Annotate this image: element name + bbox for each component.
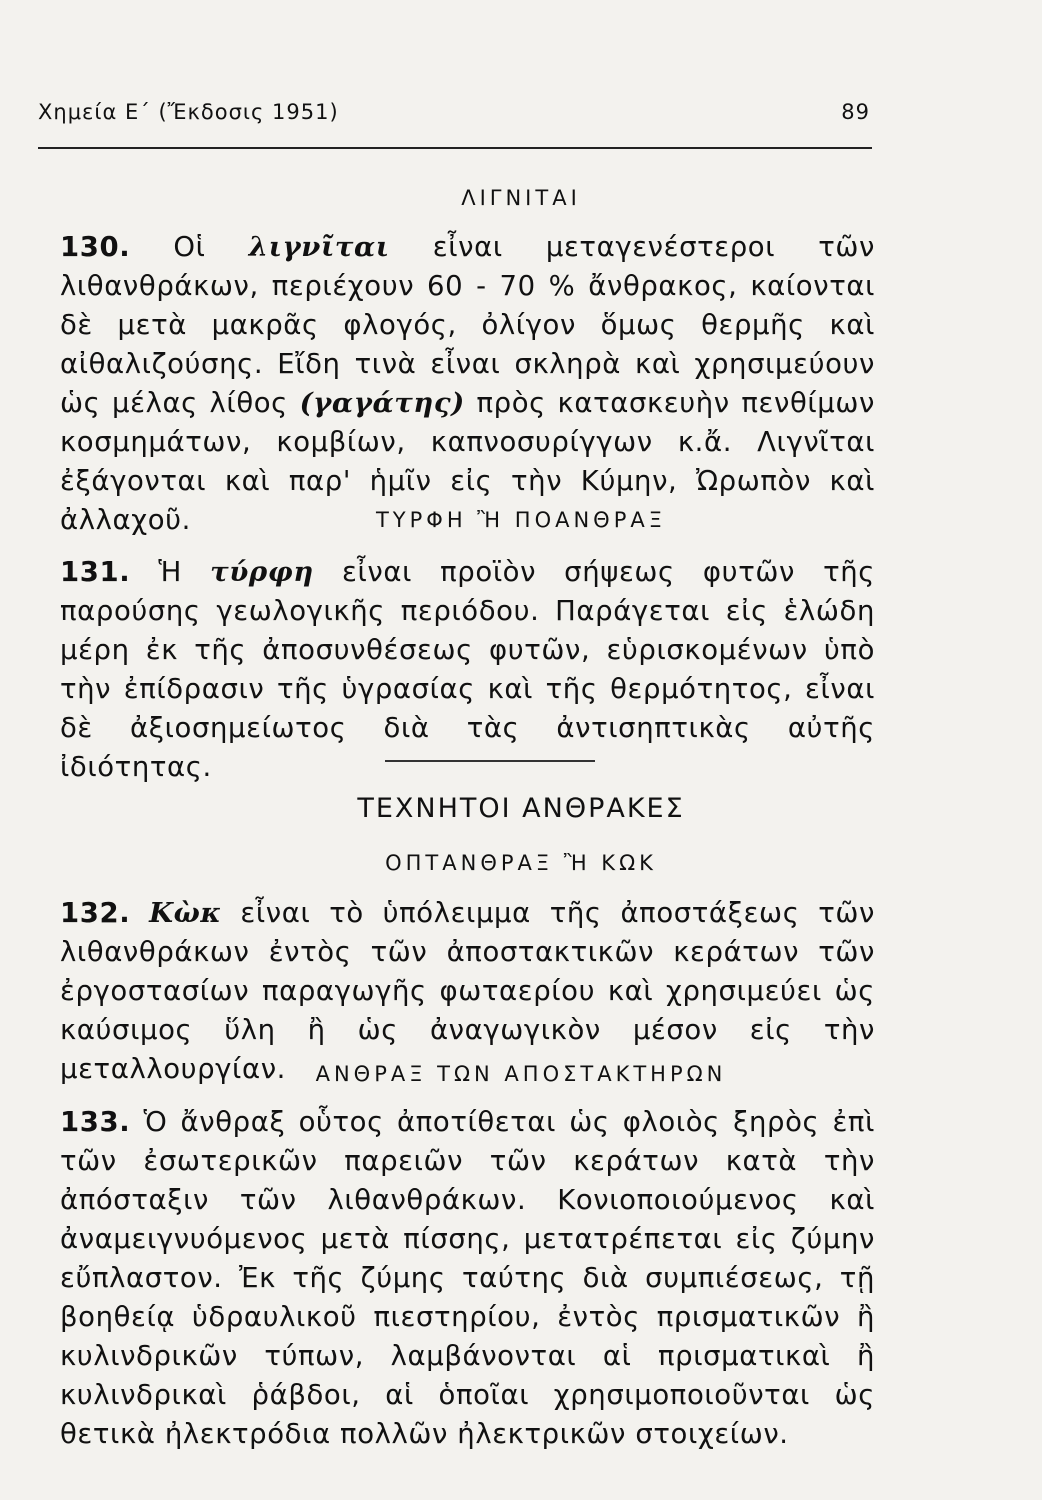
running-title: Χημεία Ε΄ (Ἔκδοσις 1951) bbox=[38, 100, 339, 124]
paragraph-number: 131. bbox=[60, 556, 131, 588]
paragraph-number: 132. bbox=[60, 897, 131, 929]
heading-lignites: ΛΙΓΝΙΤΑΙ bbox=[461, 186, 581, 210]
heading-artificial-carbons: ΤΕΧΝΗΤΟΙ ΑΝΘΡΑΚΕΣ bbox=[357, 793, 685, 824]
term-jet: (γαγάτης) bbox=[299, 387, 465, 419]
paragraph-133: 133. Ὁ ἄνθραξ οὗτος ἀποτίθεται ὡς φλοιὸς ξηρὸς ἐπὶ τῶν ἐσωτερικῶν παρειῶν τῶν κεράτων κατὰ τὴν ἀπόσταξιν τῶν λιθανθράκων. Κονιοποιούμενος καὶ ἀναμειγνυόμενος μετὰ πίσσης, μετατρέπεται εἰς ζύμην εὔπλαστον. Ἐκ τῆς ζύμης ταύτης διὰ συμπιέσεως, τῇ βοηθείᾳ ὑδραυλικοῦ πιεστηρίου, ἐντὸς πρισματικῶν ἢ κυλινδρικῶν τύπων, λαμβάνονται αἱ πρισματικαὶ ἢ κυλινδρικαὶ ῥάβδοι, αἱ ὁποῖαι χρησιμοποιοῦνται ὡς θετικὰ ἠλεκτρόδια πολλῶν ἠλεκτρικῶν στοιχείων. bbox=[60, 1106, 875, 1450]
paragraph-number: 130. bbox=[60, 231, 131, 263]
term-lignites: λιγνῖται bbox=[248, 231, 390, 263]
heading-peat: ΤΥΡΦΗ Ἢ ΠΟΑΝΘΡΑΞ bbox=[375, 508, 667, 532]
section-divider bbox=[385, 760, 595, 762]
paragraph-number: 133. bbox=[60, 1106, 131, 1138]
term-peat: τύρφη bbox=[210, 556, 314, 588]
heading-coke: ΟΠΤΑΝΘΡΑΞ Ἢ ΚΩΚ bbox=[385, 851, 657, 875]
header-rule bbox=[38, 147, 872, 149]
heading-retort-carbon: ΑΝΘΡΑΞ ΤΩΝ ΑΠΟΣΤΑΚΤΗΡΩΝ bbox=[315, 1062, 727, 1086]
paragraph-131: 131. Ἡ τύρφη εἶναι προϊὸν σήψεως φυτῶν τῆς παρούσης γεωλογικῆς περιόδου. Παράγεται εἰς ἑλώδη μέρη ἐκ τῆς ἀποσυνθέσεως φυτῶν, εὑρισκομένων ὑπὸ τὴν ἐπίδρασιν τῆς ὑγρασίας καὶ τῆς θερμότητος, εἶναι δὲ ἀξιοσημείωτος διὰ τὰς ἀντισηπτικὰς αὐτῆς ἰδιότητας. bbox=[60, 556, 875, 783]
term-coke: Κὼκ bbox=[149, 897, 222, 929]
running-header bbox=[38, 100, 874, 134]
paragraph-132: 132. Κὼκ εἶναι τὸ ὑπόλειμμα τῆς ἀποστάξεως τῶν λιθανθράκων ἐντὸς τῶν ἀποστακτικῶν κεράτων τῶν ἐργοστασίων παραγωγῆς φωταερίου καὶ χρησιμεύει ὡς καύσιμος ὕλη ἢ ὡς ἀναγωγικὸν μέσον εἰς τὴν μεταλλουργίαν. bbox=[60, 897, 875, 1085]
paragraph-130: 130. Οἱ λιγνῖται εἶναι μεταγενέστεροι τῶν λιθανθράκων, περιέχουν 60 - 70 % ἄνθρακος, καίονται δὲ μετὰ μακρᾶς φλογός, ὀλίγον ὅμως θερμῆς καὶ αἰθαλιζούσης. Εἴδη τινὰ εἶναι σκληρὰ καὶ χρησιμεύουν ὡς μέλας λίθος (γαγάτης) πρὸς κατασκευὴν πενθίμων κοσμημάτων, κομβίων, καπνοσυρίγγων κ.ἄ. Λιγνῖται ἐξάγονται καὶ παρ' ἡμῖν εἰς τὴν Κύμην, Ὠρωπὸν καὶ ἀλλαχοῦ. bbox=[60, 231, 876, 536]
page-number: 89 bbox=[841, 100, 870, 124]
